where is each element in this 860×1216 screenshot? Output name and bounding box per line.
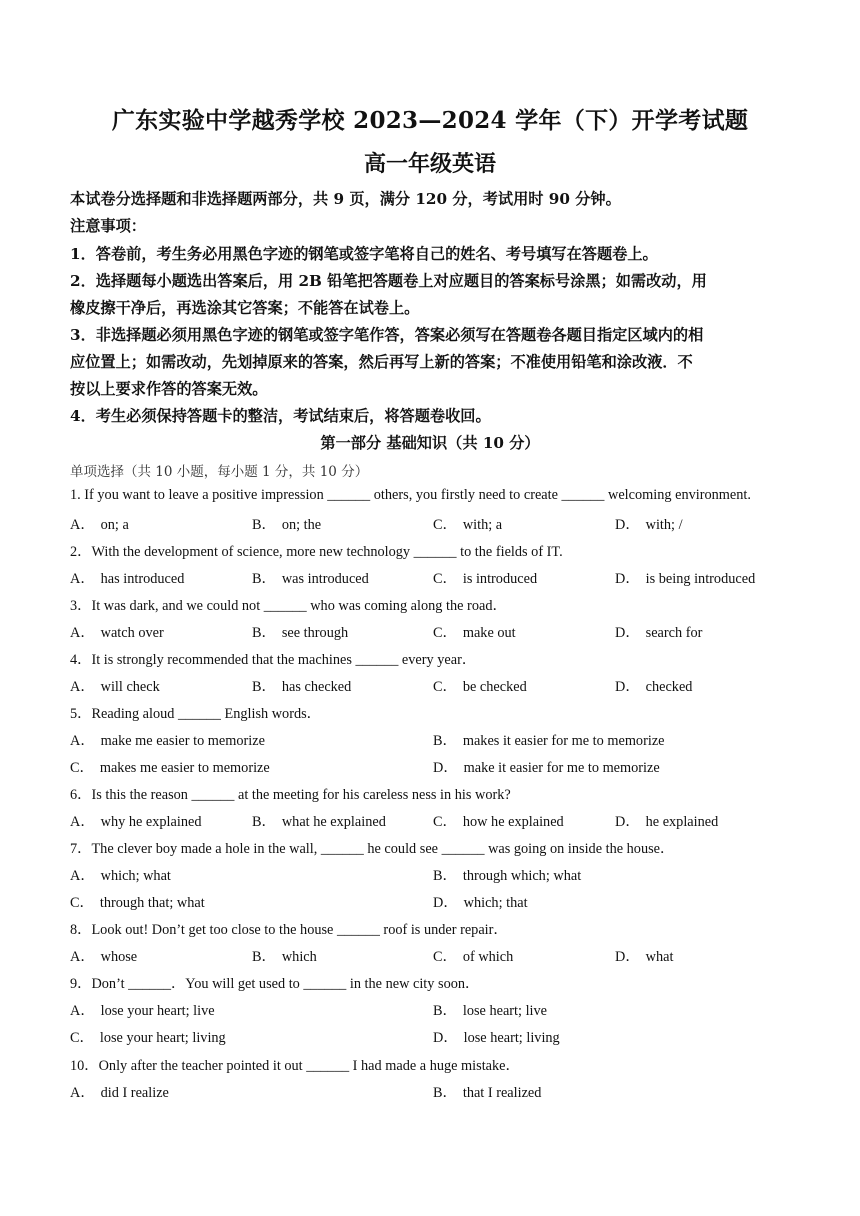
option-c — [433, 622, 516, 642]
notes-heading: 注意事项： — [70, 217, 146, 235]
question-stem: 2．With the development of science, more new technology ______ to the fields of IT. — [70, 544, 563, 560]
option-text: on; the — [281, 517, 322, 533]
option-label: A． — [70, 868, 95, 884]
option-text: lose heart; live — [462, 1003, 548, 1019]
question-stem: 4．It is strongly recommended that the machines ______ every year． — [70, 652, 477, 668]
section-title: 第一部分 基础知识（共 10 分） — [320, 434, 540, 452]
option-text: has introduced — [100, 571, 185, 587]
note-4 — [70, 405, 491, 426]
question-stem: 1. If you want to leave a positive impression ______ others, you firstly need to create ______ welcoming environment. — [70, 487, 751, 503]
option-a — [70, 676, 160, 696]
option-text: search for — [645, 625, 703, 641]
option-label: C． — [433, 625, 457, 641]
note-number: 4． — [70, 407, 96, 425]
option-text: was introduced — [281, 571, 369, 587]
option-b — [252, 568, 369, 588]
option-label: C． — [433, 571, 457, 587]
option-text: with; / — [645, 517, 683, 533]
note-number: 2． — [70, 272, 96, 290]
option-label: C． — [70, 760, 94, 776]
option-label: D． — [615, 517, 640, 533]
question-stem: 10．Only after the teacher pointed it out ______ I had made a huge mistake． — [70, 1058, 520, 1074]
option-a — [70, 622, 164, 642]
option-b — [433, 1000, 547, 1020]
option-b — [252, 622, 348, 642]
option-text: is introduced — [462, 571, 538, 587]
option-a — [70, 811, 201, 831]
option-c — [433, 514, 502, 534]
option-a — [70, 865, 171, 885]
note-text: 考生必须保持答题卡的整洁，考试结束后，将答题卷收回。 — [95, 407, 491, 425]
option-label: C． — [433, 949, 457, 965]
option-text: see through — [281, 625, 349, 641]
option-a — [70, 946, 137, 966]
option-label: A． — [70, 625, 95, 641]
option-text: that I realized — [462, 1085, 542, 1101]
option-c — [433, 946, 513, 966]
option-text: through that; what — [99, 895, 205, 911]
option-d — [615, 676, 692, 696]
option-b — [433, 730, 665, 750]
option-c — [433, 568, 537, 588]
option-text: with; a — [462, 517, 503, 533]
option-label: B． — [252, 814, 276, 830]
question-stem: 7．The clever boy made a hole in the wall, ______ he could see ______ was going on inside the house． — [70, 841, 675, 857]
option-text: lose heart; living — [463, 1030, 560, 1046]
option-label: B． — [252, 517, 276, 533]
exam-subtitle: 高一年级英语 — [363, 151, 496, 177]
option-label: B． — [433, 868, 457, 884]
option-text: makes it easier for me to memorize — [462, 733, 665, 749]
option-label: D． — [615, 679, 640, 695]
option-text: through which; what — [462, 868, 582, 884]
option-label: A． — [70, 949, 95, 965]
option-a — [70, 514, 129, 534]
note-number: 3． — [70, 326, 96, 344]
option-label: C． — [70, 1030, 94, 1046]
option-text: watch over — [100, 625, 164, 641]
option-text: be checked — [462, 679, 527, 695]
option-b — [252, 946, 317, 966]
option-label: D． — [433, 1030, 458, 1046]
option-label: A． — [70, 517, 95, 533]
option-label: A． — [70, 814, 95, 830]
option-label: A． — [70, 733, 95, 749]
option-text: checked — [645, 679, 693, 695]
note-3-cont: 按以上要求作答的答案无效。 — [70, 380, 268, 398]
option-text: on; a — [100, 517, 129, 533]
option-label: B． — [252, 571, 276, 587]
option-text: make out — [462, 625, 516, 641]
option-label: B． — [433, 733, 457, 749]
question-stem: 9．Don’t ______．You will get used to ______ in the new city soon． — [70, 976, 480, 992]
section-instructions: 单项选择（共 10 小题，每小题 1 分，共 10 分） — [70, 464, 369, 480]
option-c — [70, 757, 270, 777]
option-label: B． — [433, 1085, 457, 1101]
note-text: 选择题每小题选出答案后，用 2B 铅笔把答题卷上对应题目的答案标号涂黑；如需改动，用 — [95, 272, 707, 290]
question-stem: 3．It was dark, and we could not ______ who was coming along the road． — [70, 598, 507, 614]
option-text: make it easier for me to memorize — [463, 760, 660, 776]
option-label: A． — [70, 1085, 95, 1101]
note-2-cont: 橡皮擦干净后，再选涂其它答案；不能答在试卷上。 — [70, 299, 420, 317]
option-text: what he explained — [281, 814, 386, 830]
option-text: which — [281, 949, 317, 965]
option-c — [433, 811, 564, 831]
option-d — [615, 514, 683, 534]
option-label: B． — [252, 949, 276, 965]
option-label: D． — [615, 814, 640, 830]
option-text: why he explained — [100, 814, 202, 830]
option-text: what — [645, 949, 674, 965]
option-text: how he explained — [462, 814, 564, 830]
option-d — [433, 892, 528, 912]
option-d — [615, 811, 718, 831]
option-text: lose your heart; live — [100, 1003, 215, 1019]
note-2 — [70, 270, 707, 291]
option-c — [70, 892, 205, 912]
option-text: is being introduced — [645, 571, 756, 587]
option-label: A． — [70, 679, 95, 695]
option-b — [252, 676, 351, 696]
option-b — [433, 1082, 541, 1102]
question-stem: 8．Look out! Don’t get too close to the house ______ roof is under repair． — [70, 922, 508, 938]
question-stem: 6．Is this the reason ______ at the meeting for his careless ness in his work? — [70, 787, 511, 803]
option-label: B． — [252, 625, 276, 641]
note-text: 非选择题必须用黑色字迹的钢笔或签字笔作答，答案必须写在答题卷各题目指定区域内的相 — [95, 326, 704, 344]
option-b — [252, 811, 386, 831]
option-label: C． — [433, 814, 457, 830]
option-label: C． — [70, 895, 94, 911]
option-a — [70, 1082, 169, 1102]
note-3 — [70, 324, 703, 345]
option-c — [433, 676, 527, 696]
option-text: which; what — [100, 868, 171, 884]
option-text: whose — [100, 949, 138, 965]
option-label: A． — [70, 1003, 95, 1019]
option-text: which; that — [463, 895, 528, 911]
option-text: makes me easier to memorize — [99, 760, 270, 776]
option-label: A． — [70, 571, 95, 587]
option-label: B． — [433, 1003, 457, 1019]
option-text: has checked — [281, 679, 352, 695]
option-label: D． — [433, 895, 458, 911]
option-text: of which — [462, 949, 514, 965]
option-b — [433, 865, 581, 885]
option-text: did I realize — [100, 1085, 169, 1101]
note-3-cont: 应位置上；如需改动，先划掉原来的答案，然后再写上新的答案；不准使用铅笔和涂改液．不 — [70, 353, 693, 371]
option-label: D． — [433, 760, 458, 776]
option-label: D． — [615, 949, 640, 965]
option-label: D． — [615, 571, 640, 587]
exam-intro: 本试卷分选择题和非选择题两部分，共 9 页，满分 120 分，考试用时 90 分钟。 — [70, 190, 621, 208]
option-a — [70, 730, 265, 750]
option-a — [70, 568, 184, 588]
option-label: C． — [433, 517, 457, 533]
option-d — [615, 622, 702, 642]
option-label: B． — [252, 679, 276, 695]
option-d — [433, 757, 660, 777]
option-text: make me easier to memorize — [100, 733, 265, 749]
note-text: 答卷前，考生务必用黑色字迹的钢笔或签字笔将自己的姓名、考号填写在答题卷上。 — [95, 245, 658, 263]
option-label: D． — [615, 625, 640, 641]
note-number: 1． — [70, 245, 96, 263]
option-d — [615, 568, 755, 588]
exam-title: 广东实验中学越秀学校 2023—2024 学年（下）开学考试题 — [111, 107, 749, 134]
option-c — [70, 1027, 226, 1047]
note-1 — [70, 243, 658, 264]
option-d — [433, 1027, 560, 1047]
option-text: he explained — [645, 814, 719, 830]
option-a — [70, 1000, 215, 1020]
question-stem: 5．Reading aloud ______ English words． — [70, 706, 321, 722]
option-text: lose your heart; living — [99, 1030, 226, 1046]
option-d — [615, 946, 673, 966]
option-b — [252, 514, 321, 534]
option-label: C． — [433, 679, 457, 695]
option-text: will check — [100, 679, 160, 695]
